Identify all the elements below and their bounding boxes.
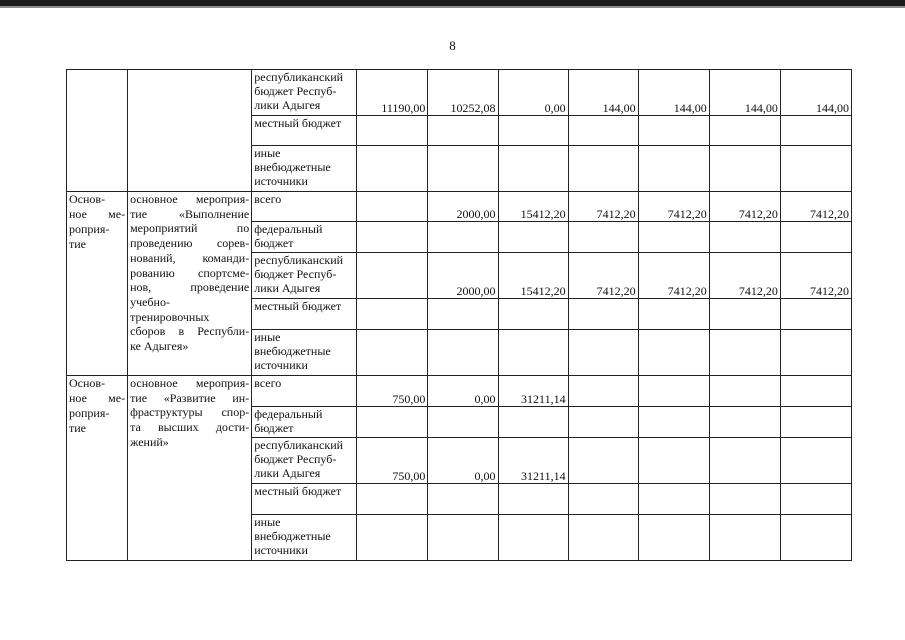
table-row [67, 70, 852, 116]
funding-source-cell [252, 116, 357, 146]
amount-cell [428, 299, 498, 330]
amount-cell [638, 484, 709, 515]
funding-source-line: бюджет [254, 421, 294, 435]
amount-cell [428, 116, 498, 146]
budget-table [66, 69, 852, 561]
funding-source-line: республиканский [254, 70, 344, 84]
amount-cell [780, 116, 851, 146]
funding-source-line: внебюджетные [254, 160, 331, 174]
amount-cell [709, 376, 780, 407]
amount-cell [498, 484, 568, 515]
funding-source-line: республиканский [254, 253, 344, 267]
amount-cell [780, 438, 851, 484]
amount-cell [780, 515, 851, 561]
amount-cell [568, 407, 638, 438]
activity-name-line: рованию спортсме- [130, 265, 250, 280]
funding-source-line: иные [254, 146, 281, 160]
amount-cell: 144,00 [568, 70, 638, 116]
activity-name-line: основное мероприя- [130, 192, 250, 206]
funding-source-cell [252, 192, 357, 222]
amount-cell [709, 222, 780, 253]
amount-cell: 7412,20 [568, 192, 638, 222]
amount-cell [357, 192, 428, 222]
funding-source-cell [252, 515, 357, 561]
amount-cell [780, 222, 851, 253]
amount-cell [638, 116, 709, 146]
funding-source-line: лики Адыгея [254, 281, 321, 295]
amount-cell: 0,00 [498, 70, 568, 116]
activity-name-cell [128, 70, 252, 192]
amount-cell [638, 438, 709, 484]
amount-cell [780, 330, 851, 376]
funding-source-line: всего [254, 192, 282, 206]
amount-cell: 7412,20 [638, 253, 709, 299]
funding-source-cell [252, 484, 357, 515]
funding-source-line: местный бюджет [254, 484, 342, 498]
activity-name-line: мероприятий по [130, 221, 250, 236]
table-row [67, 376, 852, 407]
funding-source-line: республиканский [254, 438, 344, 452]
funding-source-line: бюджет Респуб- [254, 267, 337, 281]
amount-cell [498, 515, 568, 561]
amount-cell [638, 330, 709, 376]
activity-name-line: ке Адыгея» [130, 339, 189, 354]
amount-cell: 31211,14 [498, 438, 568, 484]
funding-source-line: иные [254, 515, 281, 529]
activity-name-line: основное мероприя- [130, 376, 250, 390]
amount-cell [709, 407, 780, 438]
activity-kind-line: Основ- [69, 192, 106, 206]
amount-cell [568, 484, 638, 515]
amount-cell [780, 407, 851, 438]
amount-cell [357, 222, 428, 253]
funding-source-line: внебюджетные [254, 529, 331, 543]
funding-source-cell [252, 253, 357, 299]
amount-cell [568, 330, 638, 376]
activity-kind-line: роприя- [69, 406, 110, 420]
amount-cell [568, 438, 638, 484]
amount-cell [498, 222, 568, 253]
amount-cell [709, 484, 780, 515]
funding-source-line: федеральный [254, 407, 323, 421]
funding-source-cell [252, 376, 357, 407]
amount-cell [780, 146, 851, 192]
amount-cell [357, 146, 428, 192]
amount-cell: 750,00 [357, 438, 428, 484]
amount-cell: 144,00 [709, 70, 780, 116]
amount-cell [568, 515, 638, 561]
amount-cell [568, 146, 638, 192]
amount-cell: 15412,20 [498, 253, 568, 299]
amount-cell [428, 515, 498, 561]
activity-name-line: тренировочных [130, 309, 210, 324]
funding-source-cell [252, 407, 357, 438]
activity-kind-line: тие [69, 237, 86, 251]
amount-cell [568, 222, 638, 253]
amount-cell [498, 299, 568, 330]
amount-cell [428, 484, 498, 515]
activity-name-line: жений» [130, 434, 169, 449]
funding-source-line: федеральный [254, 222, 323, 236]
funding-source-line: иные [254, 330, 281, 344]
activity-name-line: тие «Выполнение [130, 206, 250, 221]
funding-source-line: бюджет Респуб- [254, 84, 337, 98]
amount-cell [428, 222, 498, 253]
amount-cell [357, 484, 428, 515]
activity-name-line: проведению сорев- [130, 236, 250, 251]
amount-cell [638, 515, 709, 561]
amount-cell [780, 376, 851, 407]
activity-kind-line: ное ме- [69, 391, 126, 405]
amount-cell [638, 299, 709, 330]
amount-cell [568, 376, 638, 407]
funding-source-line: источники [254, 174, 308, 188]
funding-source-line: всего [254, 376, 282, 390]
amount-cell [357, 299, 428, 330]
amount-cell [498, 330, 568, 376]
amount-cell: 7412,20 [568, 253, 638, 299]
activity-name-line: фраструктуры спор- [130, 405, 250, 420]
amount-cell [638, 376, 709, 407]
amount-cell [780, 484, 851, 515]
amount-cell [780, 299, 851, 330]
amount-cell: 2000,00 [428, 192, 498, 222]
amount-cell: 144,00 [638, 70, 709, 116]
activity-name-cell [128, 192, 252, 376]
amount-cell [357, 116, 428, 146]
amount-cell: 7412,20 [780, 253, 851, 299]
amount-cell [709, 116, 780, 146]
activity-name-line: сборов в Республи- [130, 324, 250, 339]
amount-cell [568, 116, 638, 146]
amount-cell [428, 146, 498, 192]
funding-source-cell [252, 70, 357, 116]
funding-source-line: лики Адыгея [254, 466, 321, 480]
activity-name-line: та высших дости- [130, 420, 250, 435]
activity-name-line: нов, проведение [130, 280, 250, 295]
amount-cell [498, 407, 568, 438]
amount-cell: 31211,14 [498, 376, 568, 407]
funding-source-cell [252, 438, 357, 484]
amount-cell [568, 299, 638, 330]
activity-name-cell [128, 376, 252, 561]
amount-cell: 2000,00 [428, 253, 498, 299]
activity-kind-cell [67, 376, 128, 561]
funding-source-line: бюджет Респуб- [254, 452, 337, 466]
page-number: 8 [449, 38, 456, 53]
activity-name-line: учебно- [130, 294, 170, 309]
funding-source-cell [252, 330, 357, 376]
funding-source-cell [252, 146, 357, 192]
funding-source-line: бюджет [254, 236, 294, 250]
funding-source-line: местный бюджет [254, 116, 342, 130]
amount-cell [709, 299, 780, 330]
amount-cell: 144,00 [780, 70, 851, 116]
amount-cell: 7412,20 [709, 192, 780, 222]
amount-cell: 7412,20 [709, 253, 780, 299]
amount-cell [709, 330, 780, 376]
amount-cell [709, 146, 780, 192]
funding-source-line: местный бюджет [254, 299, 342, 313]
amount-cell [357, 407, 428, 438]
amount-cell: 7412,20 [638, 192, 709, 222]
funding-source-line: внебюджетные [254, 344, 331, 358]
scan-top-border-shadow [0, 6, 905, 8]
amount-cell [498, 116, 568, 146]
amount-cell: 7412,20 [780, 192, 851, 222]
amount-cell [357, 330, 428, 376]
amount-cell: 10252,08 [428, 70, 498, 116]
activity-kind-line: Основ- [69, 376, 106, 390]
amount-cell [357, 515, 428, 561]
amount-cell [638, 407, 709, 438]
amount-cell [638, 222, 709, 253]
amount-cell [428, 407, 498, 438]
table-row [67, 192, 852, 222]
amount-cell: 15412,20 [498, 192, 568, 222]
activity-name-line: нований, команди- [130, 250, 250, 265]
amount-cell [709, 438, 780, 484]
activity-name-line: тие «Развитие ин- [130, 390, 250, 405]
activity-kind-cell [67, 70, 128, 192]
activity-kind-line: ное ме- [69, 207, 126, 221]
amount-cell: 0,00 [428, 438, 498, 484]
amount-cell [638, 146, 709, 192]
amount-cell [709, 515, 780, 561]
amount-cell [498, 146, 568, 192]
funding-source-cell [252, 222, 357, 253]
funding-source-line: лики Адыгея [254, 98, 321, 112]
funding-source-line: источники [254, 543, 308, 557]
amount-cell: 750,00 [357, 376, 428, 407]
amount-cell [428, 330, 498, 376]
amount-cell: 11190,00 [357, 70, 428, 116]
funding-source-cell [252, 299, 357, 330]
funding-source-line: источники [254, 358, 308, 372]
activity-kind-cell [67, 192, 128, 376]
activity-kind-line: роприя- [69, 222, 110, 236]
amount-cell [357, 253, 428, 299]
amount-cell: 0,00 [428, 376, 498, 407]
activity-kind-line: тие [69, 421, 86, 435]
